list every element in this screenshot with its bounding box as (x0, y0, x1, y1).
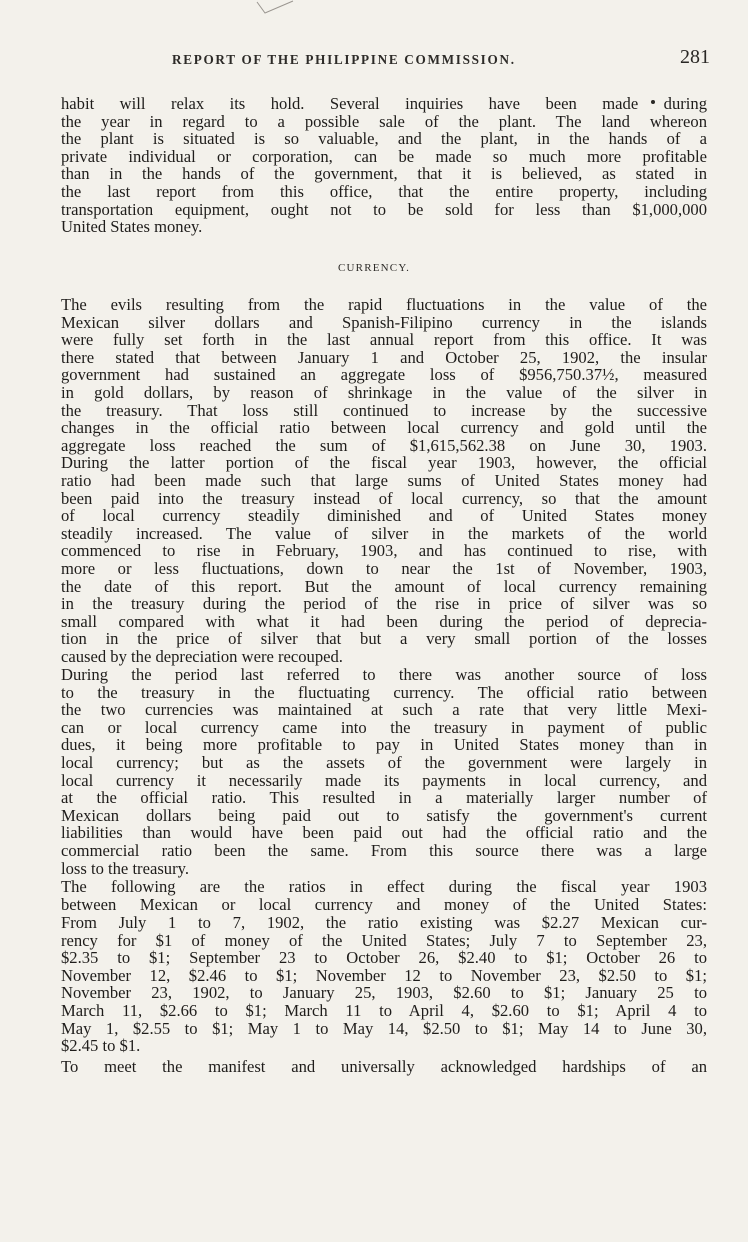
text-line: During the latter portion of the fiscal year 1903, however, the official (61, 453, 707, 473)
text-line: May 1, $2.55 to $1; May 1 to May 14, $2.50 to $1; May 14 to June 30, (61, 1018, 707, 1038)
text-line: $2.35 to $1; September 23 to October 26, $2.40 to $1; October 26 to (61, 948, 707, 968)
text-line: tion in the price of silver that but a very small portion of the losses (61, 629, 707, 649)
text-line: can or local currency came into the treasury in payment of public (61, 717, 707, 737)
text-line: During the period last referred to there was another source of loss (61, 665, 707, 684)
text-line: in gold dollars, by reason of shrinkage in the value of the silver in (61, 382, 707, 402)
text-line: between Mexican or local currency and money of the United States: (61, 894, 707, 914)
pencil-mark-icon (255, 0, 295, 16)
text-line: been paid into the treasury instead of local currency, so that the amount (61, 488, 707, 508)
text-line: were fully set forth in the last annual report from this office. It was (61, 330, 707, 350)
text-line: of local currency steadily diminished and of United States money (61, 506, 707, 526)
text-line: local currency; but as the assets of the government were largely in (61, 752, 707, 772)
text-line: Mexican silver dollars and Spanish-Filipino currency in the islands (61, 312, 707, 332)
text-line: than in the hands of the government, that it is believed, as stated in (61, 164, 707, 184)
header-title: REPORT OF THE PHILIPPINE COMMISSION. (172, 52, 516, 67)
text-line: The evils resulting from the rapid fluctuations in the value of the (61, 295, 707, 314)
text-line: small compared with what it had been during the period of deprecia- (61, 611, 707, 631)
paragraph-5 (61, 914, 707, 1055)
section-heading: CURRENCY. (337, 262, 411, 274)
text-line: the last report from this office, that the entire property, including (61, 181, 707, 201)
text-line: To meet the manifest and universally acknowledged hardships of an (61, 1057, 707, 1076)
text-line: changes in the official ratio between local currency and gold until the (61, 418, 707, 438)
text-line: United States money. (61, 217, 203, 237)
text-line: the two currencies was maintained at such a rate that very little Mexi- (61, 700, 707, 720)
text-line: the year in regard to a possible sale of the plant. The land whereon (61, 111, 707, 131)
text-line: at the official ratio. This resulted in a materially larger number of (61, 788, 707, 808)
text-line: aggregate loss reached the sum of $1,615,562.38 on June 30, 1903. (61, 435, 707, 455)
text-line: liabilities than would have been paid out had the official ratio and the (61, 823, 707, 843)
text-line: steadily increased. The value of silver in the markets of the world (61, 523, 707, 543)
text-line: local currency it necessarily made its payments in local currency, and (61, 770, 707, 790)
paragraph-3 (61, 666, 707, 877)
text-line: ratio had been made such that large sums of United States money had (61, 470, 707, 490)
paragraph-2 (61, 296, 707, 665)
paragraph-1 (61, 95, 707, 236)
text-line: transportation equipment, ought not to be sold for less than $1,000,000 (61, 199, 707, 219)
text-line: private individual or corporation, can be made so much more profitable (61, 146, 707, 166)
paragraph-4 (61, 878, 707, 913)
text-line: From July 1 to 7, 1902, the ratio existing was $2.27 Mexican cur- (61, 913, 707, 932)
text-line: The following are the ratios in effect during the fiscal year 1903 (61, 877, 707, 896)
text-line: Mexican dollars being paid out to satisfy the government's current (61, 805, 707, 825)
text-line: loss to the treasury. (61, 858, 189, 878)
running-header (60, 44, 710, 76)
text-line: November 23, 1902, to January 25, 1903, $2.60 to $1; January 25 to (61, 983, 707, 1003)
text-line: commenced to rise in February, 1903, and has continued to rise, with (61, 541, 707, 561)
paragraph-6 (61, 1058, 707, 1076)
text-line: the date of this report. But the amount of local currency remaining (61, 576, 707, 596)
text-line: in the treasury during the period of the rise in price of silver was so (61, 594, 707, 614)
text-line: commercial ratio been the same. From this source there was a large (61, 840, 707, 860)
text-line: March 11, $2.66 to $1; March 11 to April 4, $2.60 to $1; April 4 to (61, 1000, 707, 1020)
text-line: there stated that between January 1 and October 25, 1902, the insular (61, 347, 707, 367)
text-line: rency for $1 of money of the United States; July 7 to September 23, (61, 930, 707, 950)
text-line: the treasury. That loss still continued to increase by the successive (61, 400, 707, 420)
page-number: 281 (680, 46, 710, 68)
text-line: habit will relax its hold. Several inquiries have been made during (61, 94, 707, 113)
text-line: to the treasury in the fluctuating currency. The official ratio between (61, 682, 707, 702)
text-line: the plant is situated is so valuable, and the plant, in the hands of a (61, 129, 707, 149)
text-line: $2.45 to $1. (61, 1036, 141, 1056)
text-line: more or less fluctuations, down to near the 1st of November, 1903, (61, 558, 707, 578)
text-line: November 12, $2.46 to $1; November 12 to November 23, $2.50 to $1; (61, 965, 707, 985)
text-line: dues, it being more profitable to pay in United States money than in (61, 735, 707, 755)
text-line: caused by the depreciation were recouped. (61, 646, 343, 666)
text-line: government had sustained an aggregate loss of $956,750.37½, measured (61, 365, 707, 385)
